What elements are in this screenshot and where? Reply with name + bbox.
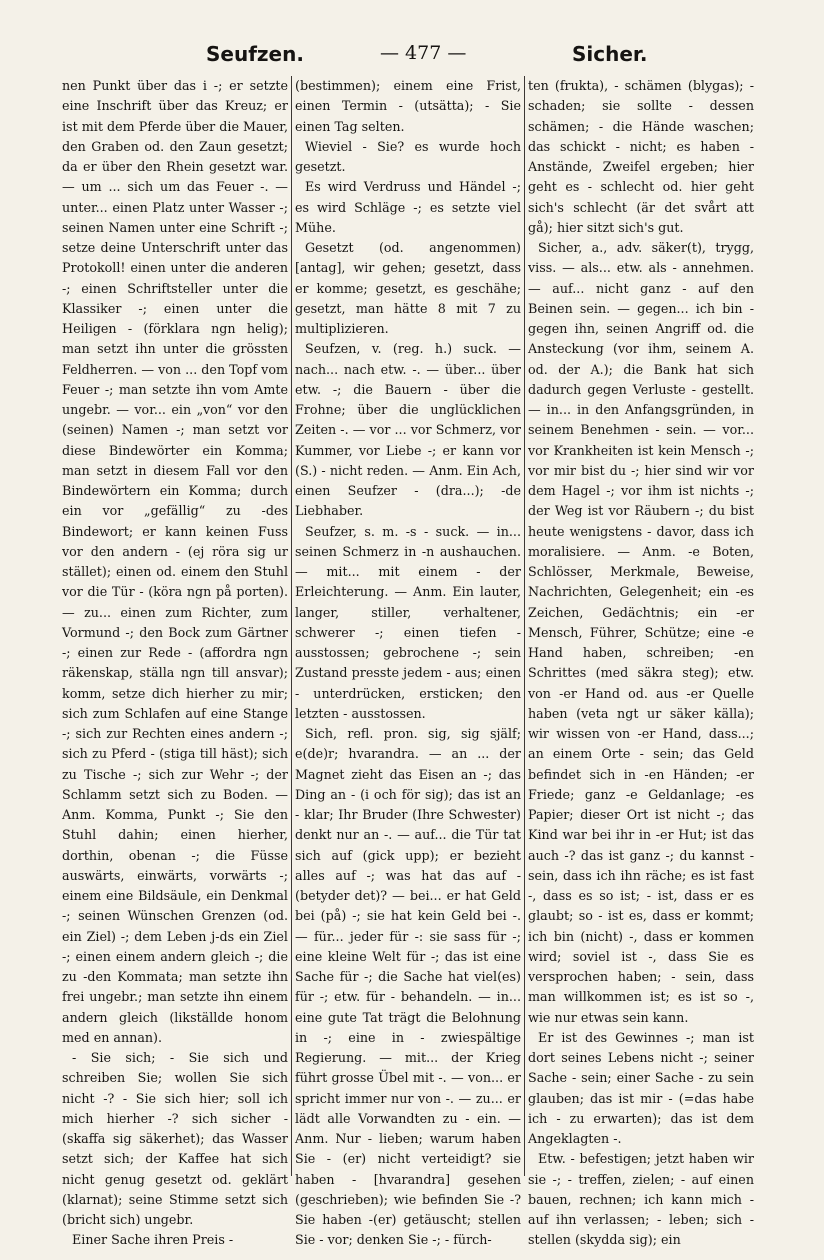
paragraph: Wieviel - Sie? es wurde hoch gesetzt. (295, 138, 521, 174)
header-right-word: Sicher. (572, 42, 648, 66)
column-divider (291, 76, 292, 1176)
paragraph: Es wird Verdruss und Händel -; es wird Schläge -; es setzte viel Mühe. (295, 179, 521, 235)
paragraph: Er ist des Gewinnes -; man ist dort seines Lebens nicht -; seiner Sache - sein; einer Sache - zu sein glauben; das ist mir - (=das habe ich - zu erwarten); das ist dem Angeklagten -. (528, 1029, 754, 1146)
paragraph: - Sie sich; - Sie sich und schreiben Sie; wollen Sie sich nicht -? - Sie sich hier; soll ich mich hierher -? sich sicher - (skaffa sig säkerhet); das Wasser setzt sich; der Kaffee hat sich nicht genug gesetzt od. geklärt (klarnat); seine Stimme setzt sich (bricht sich) ungebr. (62, 1050, 288, 1227)
column-divider (524, 76, 525, 1176)
dictionary-entry: Seufzen, v. (reg. h.) suck. — nach... nach etw. -. — über... über etw. -; die Bauern - über die Frohne; über die unglücklichen Zeiten -. — vor ... vor Schmerz, vor Kummer, vor Liebe -; er kann vor (S.) - nicht reden. — Anm. Ein Ach, einen Seufzer - (dra...); -de Liebhaber. (295, 341, 521, 519)
paragraph: ten (frukta), - schämen (blygas); - schaden; sie sollte - dessen schämen; - die Hände waschen; das schickt - nicht; es haben - Anstände, Zweifel ergeben; hier geht es - schlecht od. hier geht sich's schlecht (är det svårt att gå); hier sitzt sich's gut. (528, 78, 754, 235)
paragraph: Einer Sache ihren Preis - (72, 1232, 234, 1248)
dictionary-entry: Sich, refl. pron. sig, sig själf; e(de)r; hvarandra. — an ... der Magnet zieht das Eisen an -; das Ding an - (i och för sig); das ist an - klar; Ihr Bruder (Ihre Schwester) denkt nur an -. — auf... die Tür tat sich auf (gick upp); er bezieht alles auf -; was hat das auf - (betyder det)? — bei... er hat Geld bei (på) -; sie hat kein Geld bei -. — für... jeder für -: sie sass für -; eine kleine Welt für -; das ist eine Sache für -; die Sache hat viel(es) für -; etw. für - behandeln. — in... eine gute Tat trägt die Belohnung in -; eine in - zwiespältige Regierung. — mit... der Krieg führt grosse Übel mit -. — von... er spricht immer nur von -. — zu... er lädt alle Vorwandten zu - ein. — Anm. Nur - lieben; warum haben Sie - (er) nicht verteidigt? sie haben - [hvarandra] gesehen (geschrieben); wie befinden Sie -? Sie haben -(er) getäuscht; stellen Sie - vor; denken Sie -; - fürch- (295, 726, 521, 1248)
paragraph: (bestimmen); einem eine Frist, einen Termin - (utsätta); - Sie einen Tag selten. (295, 78, 521, 134)
column-1 (62, 76, 288, 1248)
header-left-word: Seufzen. (206, 42, 304, 66)
column-3 (528, 76, 754, 1248)
paragraph: Gesetzt (od. angenommen) [antag], wir gehen; gesetzt, dass er komme; gesetzt, es geschähe; gesetzt, man hätte 8 mit 7 zu multiplizieren. (295, 240, 521, 336)
column-2 (295, 76, 521, 1248)
paragraph: Etw. - befestigen; jetzt haben wir sie -; - treffen, zielen; - auf einen bauen, rechnen; ich kann mich - auf ihn verlassen; - leben; sich - stellen (skydda sig); ein (528, 1151, 754, 1248)
paragraph: nen Punkt über das i -; er setzte eine Inschrift über das Kreuz; er ist mit dem Pferde über die Mauer, den Graben od. den Zaun gesetzt; da er über den Rhein gesetzt war. — um ... sich um das Feuer -. — unter... einen Platz unter Wasser -; seinen Namen unter eine Schrift -; setze deine Unterschrift unter das Protokoll! einen unter die anderen -; einen Schriftsteller unter die Klassiker -; einen unter die Heiligen - (förklara ngn helig); man setzt ihn unter die grössten Feldherren. — von ... den Topf vom Feuer -; man setzte ihn vom Amte ungebr. — vor... ein „von“ vor den (seinen) Namen -; man setzt vor diese Bindewörter ein Komma; man setzt in diesem Fall vor den Bindewörtern ein Komma; durch ein vor „gefällig“ zu -des Bindewort; er kann keinen Fuss vor den andern - (ej röra sig ur stället); einen od. einem den Stuhl vor die Tür - (köra ngn på porten). — zu... einen zum Richter, zum Vormund -; den Bock zum Gärtner -; einen zur Rede - (affordra ngn räkenskap, ställa ngn till ansvar); komm, setze dich hierher zu mir; sich zum Schlafen auf eine Stange -; sich zur Rechten eines andern -; sich zu Pferd - (stiga till häst); sich zu Tische -; sich zur Wehr -; der Schlamm setzt sich zu Boden. — Anm. Komma, Punkt -; Sie den Stuhl dahin; einen hierher, dorthin, obenan -; die Füsse auswärts, einwärts, vorwärts -; einem eine Bildsäule, ein Denkmal -; seinen Wünschen Grenzen (od. ein Ziel) -; dem Leben j-ds ein Ziel -; einen einem andern gleich -; die zu -den Kommata; man setzte ihn frei ungebr.; man setzte ihn einem andern gleich (likställde honom med en annan). (62, 78, 288, 1045)
dictionary-entry: Seufzer, s. m. -s - suck. — in... seinen Schmerz in -n aushauchen. — mit... mit einem - der Erleichterung. — Anm. Ein lauter, langer, stiller, verhaltener, schwerer -; einen tiefen - ausstossen; gebrochene -; sein Zustand presste jedem - aus; einen - unterdrücken, ersticken; den letzten - ausstossen. (295, 523, 521, 721)
dictionary-entry: Sicher, a., adv. säker(t), trygg, viss. — als... etw. als - annehmen. — auf... nicht ganz - auf den Beinen sein. — gegen... ich bin - gegen ihn, seinen Angriff od. die Ansteckung (vor ihm, seinem A. od. der A.); die Bank hat sich dadurch gegen Verluste - gestellt. — in... in den Anfangsgründen, in seinem Benehmen - sein. — vor... vor Krankheiten ist kein Mensch -; vor mir bist du -; hier sind wir vor dem Hagel -; vor ihm ist nichts -; der Weg ist vor Räubern -; du bist heute wenigstens - davor, dass ich moralisiere. — Anm. -e Boten, Schlösser, Merkmale, Beweise, Nachrichten, Gelegenheit; ein -es Zeichen, Gedächtnis; ein -er Mensch, Führer, Schütze; eine -e Hand haben, schreiben; -en Schrittes (med säkra steg); etw. von -er Hand od. aus -er Quelle haben (veta ngt ur säker källa); wir wissen von -er Hand, dass...; an einem Orte - sein; das Geld befindet sich in -en Händen; -er Friede; ganz -e Geldanlage; -es Papier; dieser Ort ist nicht -; das Kind war bei ihr in -er Hut; ist das auch -? das ist ganz -; du kannst - sein, dass ich ihn räche; es ist fast -, dass es so ist; - ist, dass er es glaubt; so - ist es, dass er kommt; ich bin (nicht) -, dass er kommen wird; soviel ist -, dass Sie es versprochen haben; - sein, dass man willkommen ist; es ist so -, wie nur etwas sein kann. (528, 240, 754, 1025)
text-columns (62, 76, 754, 1248)
page-number: — 477 — (380, 42, 467, 64)
page-header (62, 34, 754, 70)
